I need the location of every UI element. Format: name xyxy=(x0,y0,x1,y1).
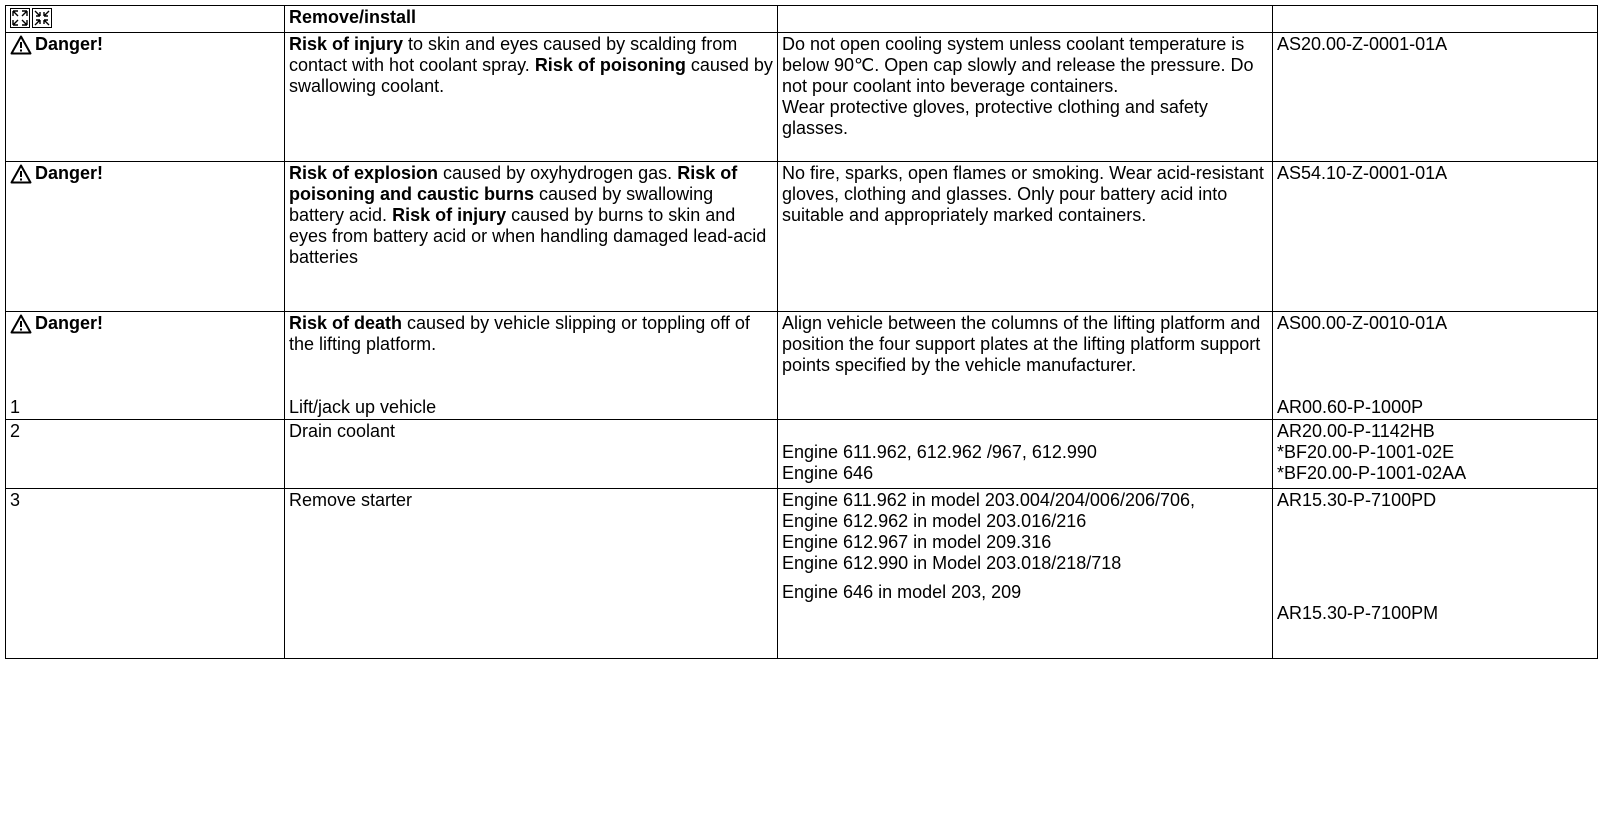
section-title: Remove/install xyxy=(285,6,778,33)
step-action: Remove starter xyxy=(285,489,778,659)
step-action: Lift/jack up vehicle xyxy=(289,397,437,417)
danger-description: Risk of death caused by vehicle slipping or toppling off of the lifting platform. xyxy=(289,313,750,354)
step-number: 2 xyxy=(6,420,285,489)
danger-measures: No fire, sparks, open flames or smoking. Wear acid-resistant gloves, clothing and glasses. Only pour battery acid into suitable and appropriately marked containers. xyxy=(778,162,1273,312)
step-action: Drain coolant xyxy=(285,420,778,489)
danger-row xyxy=(6,162,1598,312)
danger-measures: Align vehicle between the columns of the lifting platform and position the four support plates at the lifting platform support points specified by the vehicle manufacturer. xyxy=(778,312,1273,420)
condition-reference-link[interactable]: AR15.30-P-7100PM xyxy=(1277,603,1439,623)
warning-triangle-icon xyxy=(10,314,32,334)
condition-text: Engine 646 xyxy=(782,463,874,483)
danger-description: Risk of injury to skin and eyes caused by scalding from contact with hot coolant spray. Risk of poisoning caused by swallowing coolant. xyxy=(285,33,778,162)
danger-label: Danger! xyxy=(10,313,280,334)
table-header-row xyxy=(6,6,1598,33)
procedure-table xyxy=(5,5,1598,659)
condition-text: Engine 612.967 in model 209.316 xyxy=(782,532,1052,552)
condition-text: Engine 611.962, 612.962 /967, 612.990 xyxy=(782,442,1097,462)
condition-text: Engine 612.962 in model 203.016/216 xyxy=(782,511,1087,531)
step-reference-link[interactable]: AR20.00-P-1142HB xyxy=(1277,421,1435,441)
danger-reference-link[interactable]: AS54.10-Z-0001-01A xyxy=(1273,162,1598,312)
danger-description: Risk of explosion caused by oxyhydrogen gas. Risk of poisoning and caustic burns caused by swallowing battery acid. Risk of injury caused by burns to skin and eyes from battery acid or when handling damaged lead-acid batteries xyxy=(285,162,778,312)
danger-reference-link[interactable]: AS20.00-Z-0001-01A xyxy=(1273,33,1598,162)
warning-triangle-icon xyxy=(10,35,32,55)
danger-row xyxy=(6,312,1598,420)
danger-label: Danger! xyxy=(10,34,280,55)
collapse-all-icon[interactable] xyxy=(32,8,52,28)
step-number: 1 xyxy=(10,397,21,417)
condition-text: Engine 611.962 in model 203.004/204/006/206/706, xyxy=(782,490,1196,510)
condition-text: Engine 612.990 in Model 203.018/218/718 xyxy=(782,553,1122,573)
condition-text: Engine 646 in model 203, 209 xyxy=(782,582,1022,602)
danger-row xyxy=(6,33,1598,162)
expand-all-icon[interactable] xyxy=(10,8,30,28)
step-reference-link[interactable]: AR15.30-P-7100PD xyxy=(1277,490,1437,510)
step-row xyxy=(6,420,1598,489)
step-reference-link[interactable]: AR00.60-P-1000P xyxy=(1277,397,1424,417)
warning-triangle-icon xyxy=(10,164,32,184)
step-row xyxy=(6,489,1598,659)
condition-reference-link[interactable]: *BF20.00-P-1001-02E xyxy=(1277,442,1455,462)
step-number: 3 xyxy=(6,489,285,659)
condition-reference-link[interactable]: *BF20.00-P-1001-02AA xyxy=(1277,463,1467,483)
danger-measures: Do not open cooling system unless coolant temperature is below 90℃. Open cap slowly and release the pressure. Do not pour coolant into beverage containers. Wear protective gloves, protective clothing and safety glasses. xyxy=(778,33,1273,162)
header-controls-cell xyxy=(6,6,285,33)
danger-reference-link[interactable]: AS00.00-Z-0010-01A xyxy=(1277,313,1448,333)
danger-label: Danger! xyxy=(10,163,280,184)
